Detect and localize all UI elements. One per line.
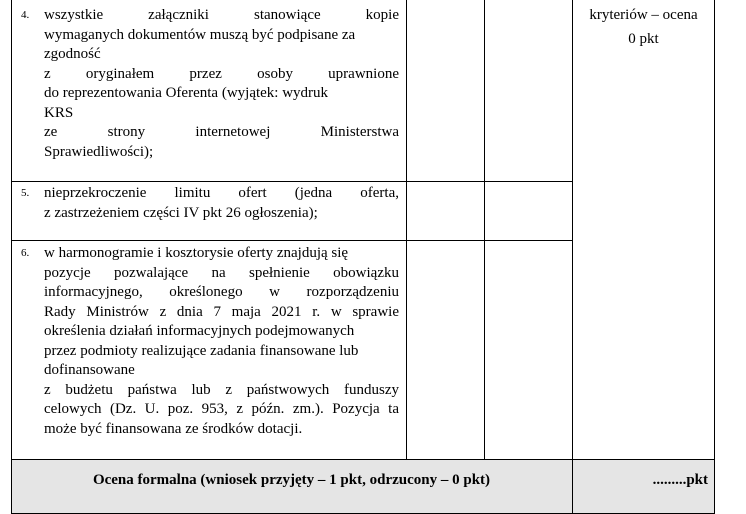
row-5-text [44,184,399,223]
text-line: celowych (Dz. U. poz. 953, z późn. zm.). Pozycja ta [44,401,399,417]
column-divider [406,0,407,459]
column-divider [572,0,573,514]
text-line: z zastrzeżeniem części IV pkt 26 ogłoszenia); [44,204,318,221]
text-line: z oryginałem przez osoby uprawnione [44,65,399,82]
table-border-left [11,0,12,514]
text-line: zgodność [44,46,101,62]
footer-label: Ocena formalna (wniosek przyjęty – 1 pkt, odrzucony – 0 pkt) [92,472,491,488]
row-number: 5. [21,187,30,199]
row-6-text [44,244,399,439]
text-line: Sprawiedliwości); [44,143,154,160]
text-line: określenia działań informacyjnych podejmowanych [44,323,355,339]
text-line: pozycje pozwalające na spełnienie obowiązku [44,264,399,281]
column-divider [484,0,485,459]
text-line: dofinansowane [44,362,135,378]
text-line: nieprzekroczenie limitu ofert (jedna oferta, [44,185,399,201]
footer-score: .........pkt [652,472,708,488]
text-line: z budżetu państwa lub z państwowych funduszy [44,381,399,398]
row-number: 4. [21,9,30,21]
right-cell-text [573,6,714,49]
text-line: przez podmioty realizujące zadania finansowane lub [44,342,359,359]
text-line: informacyjnego, określonego w rozporządzeniu [44,284,399,300]
row-divider [11,181,573,182]
row-4-text [44,6,399,162]
text-line: KRS [44,104,74,121]
right-cell-line: 0 pkt [628,30,659,47]
table-border-right [714,0,715,514]
footer-divider [11,459,715,460]
text-line: do reprezentowania Oferenta (wyjątek: wydruk [44,85,329,101]
text-line: wymaganych dokumentów muszą być podpisane za [44,26,356,43]
text-line: wszystkie załączniki stanowiące kopie [44,7,399,23]
right-cell-line: kryteriów – ocena [589,7,698,23]
row-divider [11,240,573,241]
text-line: ze strony internetowej Ministerstwa [44,124,399,140]
text-line: może być finansowana ze środków dotacji. [44,420,303,437]
row-number: 6. [21,247,30,259]
text-line: Rady Ministrów z dnia 7 maja 2021 r. w sprawie [44,303,399,320]
text-line: w harmonogramie i kosztorysie oferty znajdują się [44,245,349,261]
